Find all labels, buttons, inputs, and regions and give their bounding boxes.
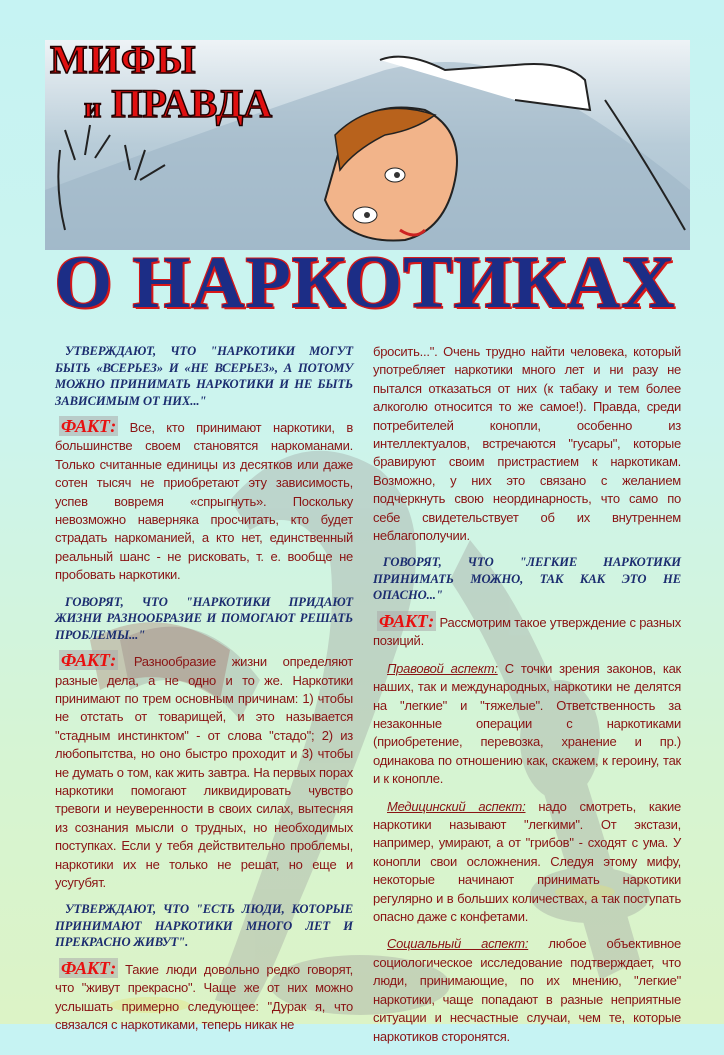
title-myths: МИФЫ <box>50 37 197 82</box>
social-aspect-paragraph <box>373 935 681 1045</box>
aspect-text: любое объективное социологическое исследование подтверждает, что люди, принимающие, по их мнению, "легкие" наркотики, чаще попадают в разные неприятные ситуации и несчастные случаи, чем те, которые наркотиков сторонятся. <box>373 936 681 1044</box>
title-and: и <box>84 91 102 124</box>
fact-label: ФАКТ: <box>379 610 435 631</box>
fact-text: Такие люди довольно редко говорят, что "живут прекрасно". Чаще же от них можно услышать примерно следующее: "Дурак я, что связался с наркотиками, теперь никак не <box>55 961 353 1033</box>
title-and-truth <box>84 81 273 126</box>
aspect-label: Социальный аспект: <box>387 936 529 952</box>
title-about-drugs: О НАРКОТИКАХ <box>54 242 676 324</box>
aspect-label: Правовой аспект: <box>387 660 498 676</box>
fact-paragraph <box>55 651 353 892</box>
fact-text: Рассмотрим такое утверждение с разных позиций. <box>373 614 681 649</box>
left-column <box>55 343 353 1044</box>
continued-paragraph: бросить...". Очень трудно найти человека, который употребляет наркотики много лет и ни разу не пытался отказаться от них (к табаку и тем более алкоголю относится то же самое!). Правда, среди потребителей конопли, особенно из интеллектуалов, встречаются "гусары", которые бравируют своим пристрастием к наркотикам. Возможно, у них это связано с желанием подчеркнуть свою неординарность, что само по себе свидетельствует об их внутреннем неблагополучии. <box>373 344 681 544</box>
fact-text: Все, кто принимают наркотики, в большинстве своем становятся наркоманами. Только считанные единицы из десятков или даже сотен тысяч не приобретают эту зависимость, успев вовремя «спрыгнуть». Поскольку невозможно наверняка просчитать, кто будет страдать наркоманией, а кто нет, единственный реальный шанс - не рисковать, т. е. вообще не пробовать наркотики. <box>55 420 353 583</box>
aspect-label: Медицинский аспект: <box>387 798 526 814</box>
myth-heading: УТВЕРЖДАЮТ, ЧТО "НАРКОТИКИ МОГУТ БЫТЬ «ВСЕРЬЕЗ» И «НЕ ВСЕРЬЕЗ», А ПОТОМУ МОЖНО ПРИНИМАТЬ НАРКОТИКИ И НЕ БЫТЬ ЗАВИСИМЫМ ОТ НИХ..." <box>55 344 353 408</box>
legal-aspect-paragraph <box>373 660 681 789</box>
aspect-text: надо смотреть, какие наркотики называют "легкими". От экстази, например, умирают, а от "грибов" - сходят с ума. У конопли свои осложнения. Следуя этому мифу, некоторые начинают принимать наркотики регулярно и в больших количествах, а так поступать опасно даже с конфетами. <box>373 798 681 925</box>
fact-text: Разнообразие жизни определяют разные дела, а не одно и то же. Наркотики принимают по трем основным причинам: 1) чтобы не отстать от товарищей, и это называется "стадным инстинктом" - от слова "стадо"; 2) из любопытства, но оно быстро проходит и 3) чтобы не думать о том, как жить завтра. На первых порах наркотики помогают ликвидировать чувство тревоги и неуверенности в своих силах, вытесняя из сознания мысли о трудных, но необходимых поступках. Если у тебя действительно проблемы, наркотики их не только не решат, но еще и усугубят. <box>55 654 353 891</box>
title-truth: ПРАВДА <box>111 81 273 126</box>
fact-paragraph <box>373 612 681 651</box>
myth-heading: УТВЕРЖДАЮТ, ЧТО "ЕСТЬ ЛЮДИ, КОТОРЫЕ ПРИНИМАЮТ НАРКОТИКИ МНОГО ЛЕТ И ПРЕКРАСНО ЖИВУТ". <box>55 902 353 950</box>
fact-paragraph <box>55 959 353 1035</box>
fact-label: ФАКТ: <box>61 416 117 436</box>
fact-paragraph <box>55 417 353 585</box>
fact-label: ФАКТ: <box>61 650 117 671</box>
aspect-text: С точки зрения законов, как наших, так и международных, наркотики не делятся на "легкие" и "тяжелые". Ответственность за незаконные операции с наркотиками (приобретение, перевозка, хранение и пр.) одинакова по отношению как, скажем, к героину, так и к конопле. <box>373 660 681 787</box>
medical-aspect-paragraph <box>373 798 681 927</box>
right-column <box>373 343 681 1055</box>
myth-heading: ГОВОРЯТ, ЧТО "ЛЕГКИЕ НАРКОТИКИ ПРИНИМАТЬ МОЖНО, ТАК КАК ЭТО НЕ ОПАСНО..." <box>373 555 681 603</box>
myth-heading: ГОВОРЯТ, ЧТО "НАРКОТИКИ ПРИДАЮТ ЖИЗНИ РАЗНООБРАЗИЕ И ПОМОГАЮТ РЕШАТЬ ПРОБЛЕМЫ..." <box>55 594 353 642</box>
fact-label: ФАКТ: <box>61 957 117 978</box>
